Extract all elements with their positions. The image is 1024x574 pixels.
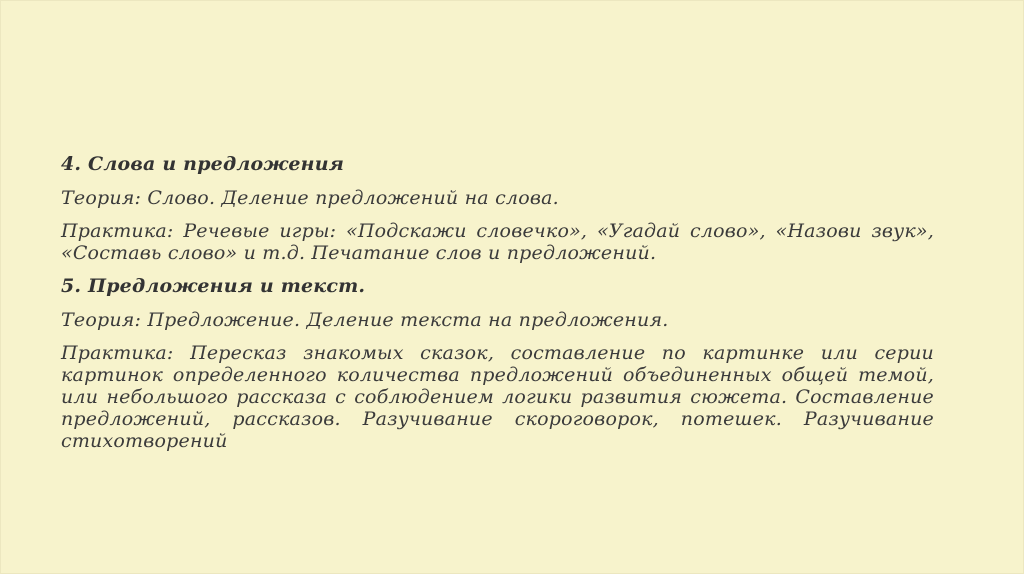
practice-paragraph: Практика: Речевые игры: «Подскажи словечко», «Угадай слово», «Назови звук», «Составь слово» и т.д. Печатание слов и предложений. (61, 220, 934, 264)
section-heading: 5. Предложения и текст. (61, 275, 366, 297)
practice-paragraph: Практика: Пересказ знакомых сказок, составление по картинке или серии картинок определенного количества предложений объединенных общей темой, или небольшого рассказа с соблюдением логики развития сюжета. Составление предложений, рассказов. Разучивание скороговорок, потешек. Разучивание стихотворений (61, 342, 934, 452)
theory-paragraph: Теория: Слово. Деление предложений на слова. (61, 187, 559, 209)
section-heading: 4. Слова и предложения (61, 153, 345, 175)
theory-paragraph: Теория: Предложение. Деление текста на предложения. (61, 309, 669, 331)
slide-content (61, 152, 934, 462)
